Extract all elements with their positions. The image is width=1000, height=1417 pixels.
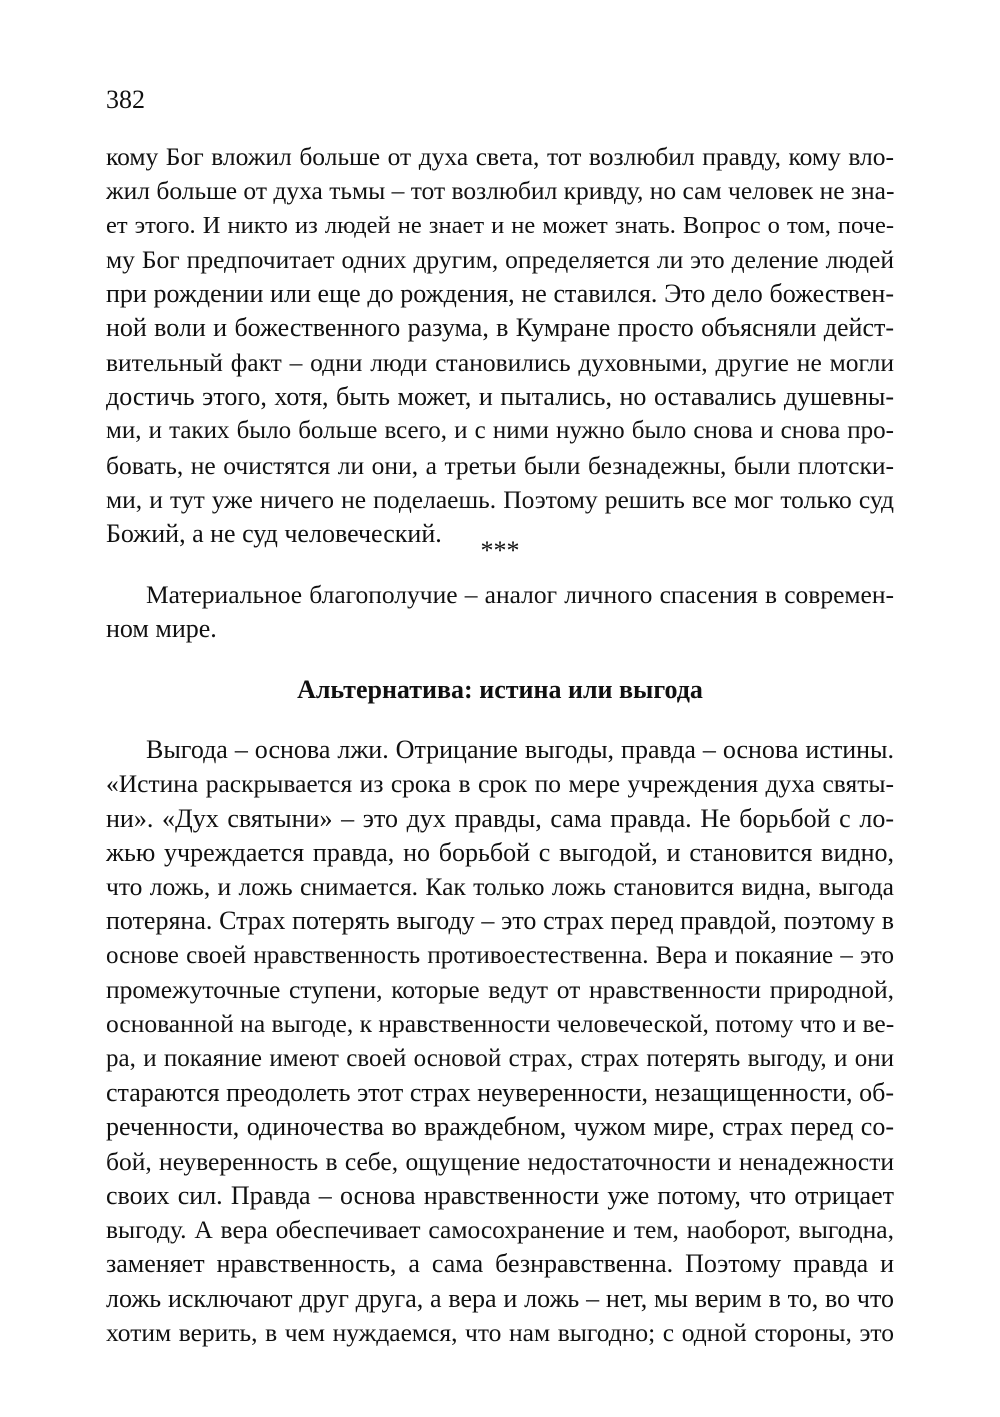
text-line: вительный факт – одни люди становились духовными, другие не могли [106,347,894,377]
text-line: промежуточные ступени, которые ведут от нравственности природной, [106,975,894,1005]
text-line: бой, неуверенность в себе, ощущение недостаточности и ненадежности [106,1146,894,1176]
section-heading: Альтернатива: истина или выгода [297,675,703,704]
text-line: достичь этого, хотя, быть может, и пытались, но оставались душевны- [106,382,894,412]
paragraph-continuation [106,140,894,552]
text-line: реченности, одиночества во враждебном, чужом мире, страх перед со- [106,1112,894,1142]
text-line: при рождении или еще до рождения, не ставился. Это дело божествен- [106,279,894,309]
text-line: Материальное благополучие – аналог личного спасения в современ- [146,580,894,609]
page-number: 382 [106,85,145,114]
text-line: хотим верить, в чем нуждаемся, что нам выгодно; с одной стороны, это [106,1318,894,1348]
text-line: ра, и покаяние имеют своей основой страх, страх потерять выгоду, и они [106,1044,894,1072]
text-line: что ложь, и ложь снимается. Как только ложь становится видна, выгода [106,872,894,902]
text-line: ложь исключают друг друга, а вера и ложь – нет, мы верим в то, во что [106,1283,894,1313]
text-line: заменяет нравственность, а сама безнравственна. Поэтому правда и [106,1249,894,1279]
text-line: ет этого. И никто из людей не знает и не может знать. Вопрос о том, поче- [106,211,894,239]
text-line: «Истина раскрывается из срока в срок по мере учреждения духа святы- [106,769,894,799]
text-line: выгоду. А вера обеспечивает самосохранение и тем, наоборот, выгодна, [106,1215,894,1245]
section-separator: *** [480,536,520,565]
paragraph-body [106,733,894,1350]
text-line: потеряна. Страх потерять выгоду – это страх перед правдой, поэтому в [106,906,894,936]
text-line: основанной на выгоде, к нравственности человеческой, потому что и ве- [106,1009,895,1039]
text-line: ми, и таких было больше всего, и с ними нужно было снова и снова про- [106,417,894,445]
text-line: му Бог предпочитает одних другим, определяется ли это деление людей [106,244,894,274]
text-line: бовать, не очистятся ли они, а третьи были безнадежны, были плотски- [106,450,894,480]
paragraph-aphorism [106,578,894,646]
text-line: ной воли и божественного разума, в Кумране просто объясняли дейст- [106,313,894,343]
text-line: основе своей нравственность противоестественна. Вера и покаяние – это [106,941,894,969]
text-line: ном мире. [106,614,217,643]
text-line: ни». «Дух святыни» – это дух правды, сама правда. Не борьбой с ло- [106,803,894,833]
text-line: жью учреждается правда, но борьбой с выгодой, и становится видно, [106,837,894,867]
text-line: жил больше от духа тьмы – тот возлюбил кривду, но сам человек не зна- [106,176,895,206]
text-line: кому Бог вложил больше от духа света, тот возлюбил правду, кому вло- [106,142,894,171]
text-line: Божий, а не суд человеческий. [106,519,442,549]
text-line: ми, и тут уже ничего не поделаешь. Поэтому решить все мог только суд [106,484,894,514]
text-line: Выгода – основа лжи. Отрицание выгоды, правда – основа истины. [146,735,894,764]
text-line: стараются преодолеть этот страх неуверенности, незащищенности, об- [106,1077,894,1107]
text-line: своих сил. Правда – основа нравственности уже потому, что отрицает [106,1180,894,1210]
